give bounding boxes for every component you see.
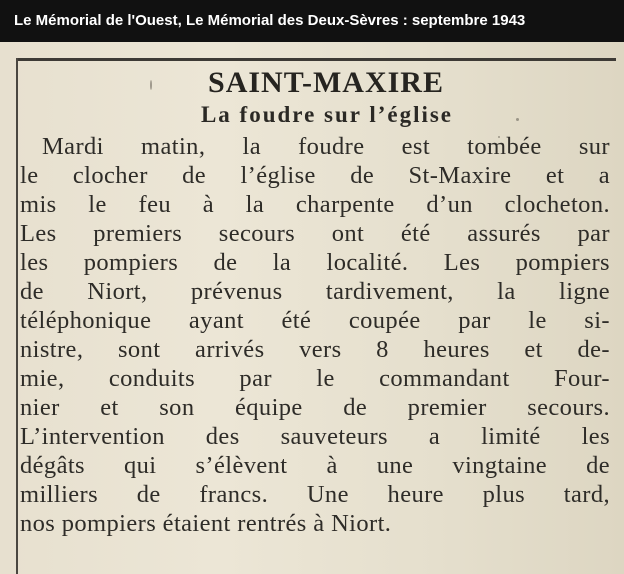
article-line: Les premiers secours ont été assurés par bbox=[20, 220, 610, 247]
article-line: nistre, sont arrivés vers 8 heures et de- bbox=[20, 336, 610, 363]
article-line: nos pompiers étaient rentrés à Niort. bbox=[20, 510, 392, 537]
article-line: dégâts qui s’élèvent à une vingtaine de bbox=[20, 452, 610, 479]
article-subheadline: La foudre sur l’église bbox=[200, 102, 454, 127]
article-line: le clocher de l’église de St-Maxire et a bbox=[20, 162, 610, 189]
article-line: milliers de francs. Une heure plus tard, bbox=[20, 481, 610, 508]
article-line: L’intervention des sauveteurs a limité les bbox=[20, 423, 610, 450]
article bbox=[20, 66, 610, 538]
article-line: les pompiers de la localité. Les pompiers bbox=[20, 249, 610, 276]
top-rule bbox=[16, 58, 616, 61]
article-line: mis le feu à la charpente d’un clocheton. bbox=[20, 191, 610, 218]
left-column-rule bbox=[16, 58, 18, 574]
article-headline: SAINT-MAXIRE bbox=[208, 66, 444, 99]
window-title: Le Mémorial de l'Ouest, Le Mémorial des Deux-Sèvres : septembre 1943 bbox=[0, 0, 624, 42]
article-line: mie, conduits par le commandant Four- bbox=[20, 365, 610, 392]
article-line: nier et son équipe de premier secours. bbox=[20, 394, 610, 421]
article-body bbox=[20, 132, 610, 538]
article-line: Mardi matin, la foudre est tombée sur bbox=[42, 133, 610, 160]
newspaper-clipping bbox=[0, 42, 624, 574]
article-line: de Niort, prévenus tardivement, la ligne bbox=[20, 278, 610, 305]
article-line: téléphonique ayant été coupée par le si- bbox=[20, 307, 610, 334]
